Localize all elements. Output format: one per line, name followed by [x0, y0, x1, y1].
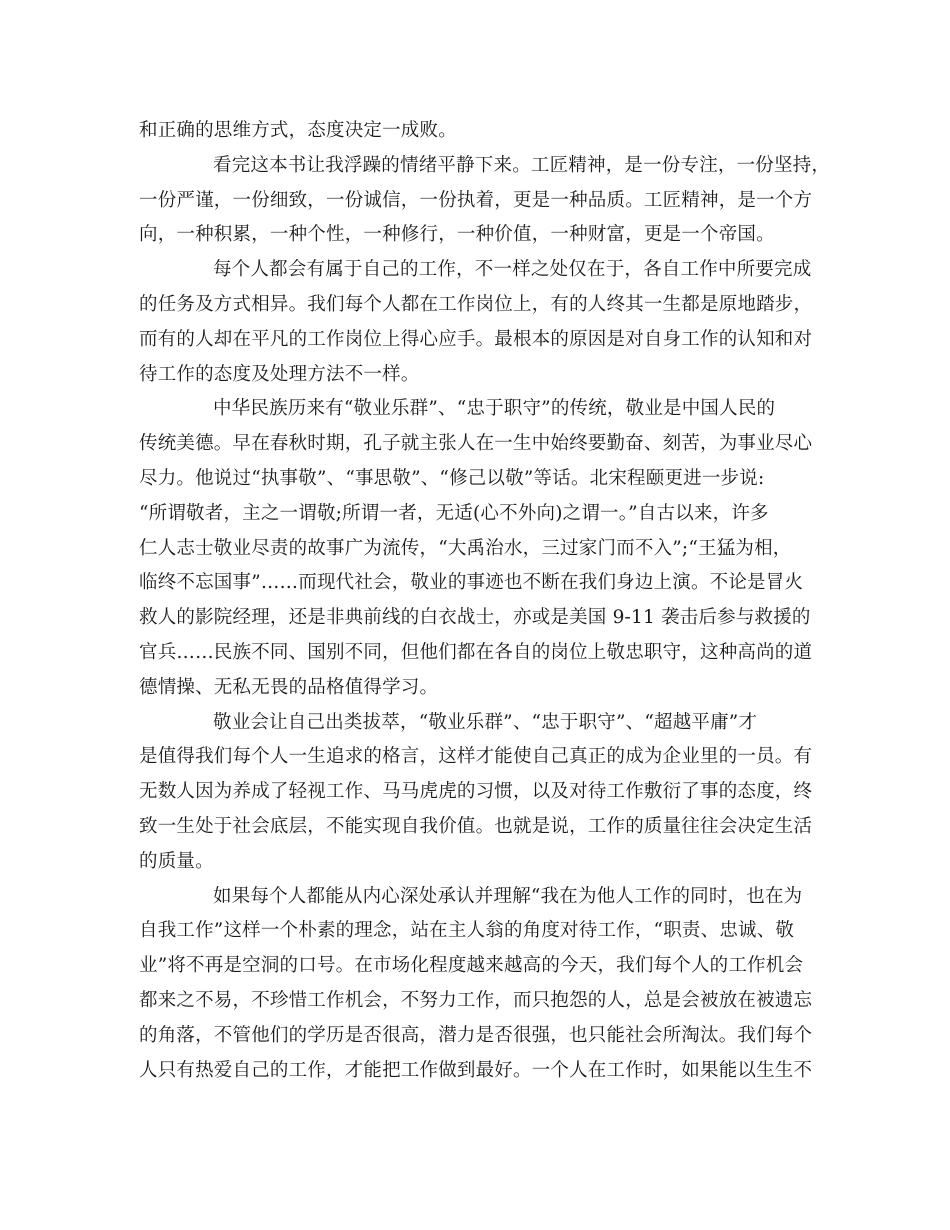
text-line: 德情操、无私无畏的品格值得学习。	[139, 676, 439, 698]
text-line: 一份严谨，一份细致，一份诚信，一份执着，更是一种品质。工匠精神，是一个方	[139, 189, 813, 211]
text-line: 而有的人却在平凡的工作岗位上得心应手。最根本的原因是对自身工作的认知和对	[139, 328, 813, 350]
text-line: 致一生处于社会底层，不能实现自我价值。也就是说，工作的质量往往会决定生活	[139, 815, 813, 837]
text-line: 的质量。	[139, 850, 214, 872]
text-line: 的任务及方式相异。我们每个人都在工作岗位上，有的人终其一生都是原地踏步，	[139, 293, 813, 315]
text-line: 都来之不易，不珍惜工作机会，不努力工作，而只抱怨的人，总是会被放在被遗忘	[139, 989, 813, 1011]
text-line: 如果每个人都能从内心深处承认并理解“我在为他人工作的同时，也在为	[213, 885, 803, 907]
text-line: 的角落，不管他们的学历是否很高，潜力是否很强，也只能社会所淘汰。我们每个	[139, 1024, 813, 1046]
text-line: 是值得我们每个人一生追求的格言，这样才能使自己真正的成为企业里的一员。有	[139, 746, 813, 768]
text-line: 仁人志士敬业尽责的故事广为流传，“大禹治水，三过家门而不入”;“王猛为相，	[139, 537, 792, 559]
text-line: 救人的影院经理，还是非典前线的白衣战士，亦或是美国 9-11 袭击后参与救援的	[139, 607, 811, 629]
text-line: 官兵……民族不同、国别不同，但他们都在各自的岗位上敬忠职守，这种高尚的道	[139, 641, 813, 663]
text-line: 和正确的思维方式，态度决定一成败。	[139, 120, 457, 141]
text-line: 尽力。他说过“执事敬”、“事思敬”、“修己以敬”等话。北宋程颐更进一步说:	[139, 467, 765, 489]
text-line: 临终不忘国事”……而现代社会，敬业的事迹也不断在我们身边上演。不论是冒火	[139, 572, 804, 594]
text-line: 传统美德。早在春秋时期，孔子就主张人在一生中始终要勤奋、刻苦，为事业尽心	[139, 433, 813, 455]
text-line: 看完这本书让我浮躁的情绪平静下来。工匠精神，是一份专注，一份坚持，	[213, 154, 831, 176]
document-body	[139, 114, 831, 1088]
text-line: 自我工作”这样一个朴素的理念，站在主人翁的角度对待工作，“职责、忠诚、敬	[139, 920, 795, 942]
text-line: 中华民族历来有“敬业乐群”、“忠于职守”的传统，敬业是中国人民的	[213, 398, 776, 420]
text-line: 向，一种积累，一种个性，一种修行，一种价值，一种财富，更是一个帝国。	[139, 224, 775, 246]
text-line: 每个人都会有属于自己的工作，不一样之处仅在于，各自工作中所要完成	[213, 259, 812, 281]
text-line: 敬业会让自己出类拔萃，“敬业乐群”、“忠于职守”、“超越平庸”才	[213, 711, 758, 733]
text-line: “所谓敬者，主之一谓敬;所谓一者，无适(心不外向)之谓一。”自古以来，许多	[139, 502, 769, 524]
text-line: 人只有热爱自己的工作，才能把工作做到最好。一个人在工作时，如果能以生生不	[139, 1059, 813, 1081]
text-line: 无数人因为养成了轻视工作、马马虎虎的习惯，以及对待工作敷衍了事的态度，终	[139, 781, 813, 803]
text-line: 待工作的态度及处理方法不一样。	[139, 363, 420, 385]
text-line: 业”将不再是空洞的口号。在市场化程度越来越高的今天，我们每个人的工作机会	[139, 955, 804, 977]
